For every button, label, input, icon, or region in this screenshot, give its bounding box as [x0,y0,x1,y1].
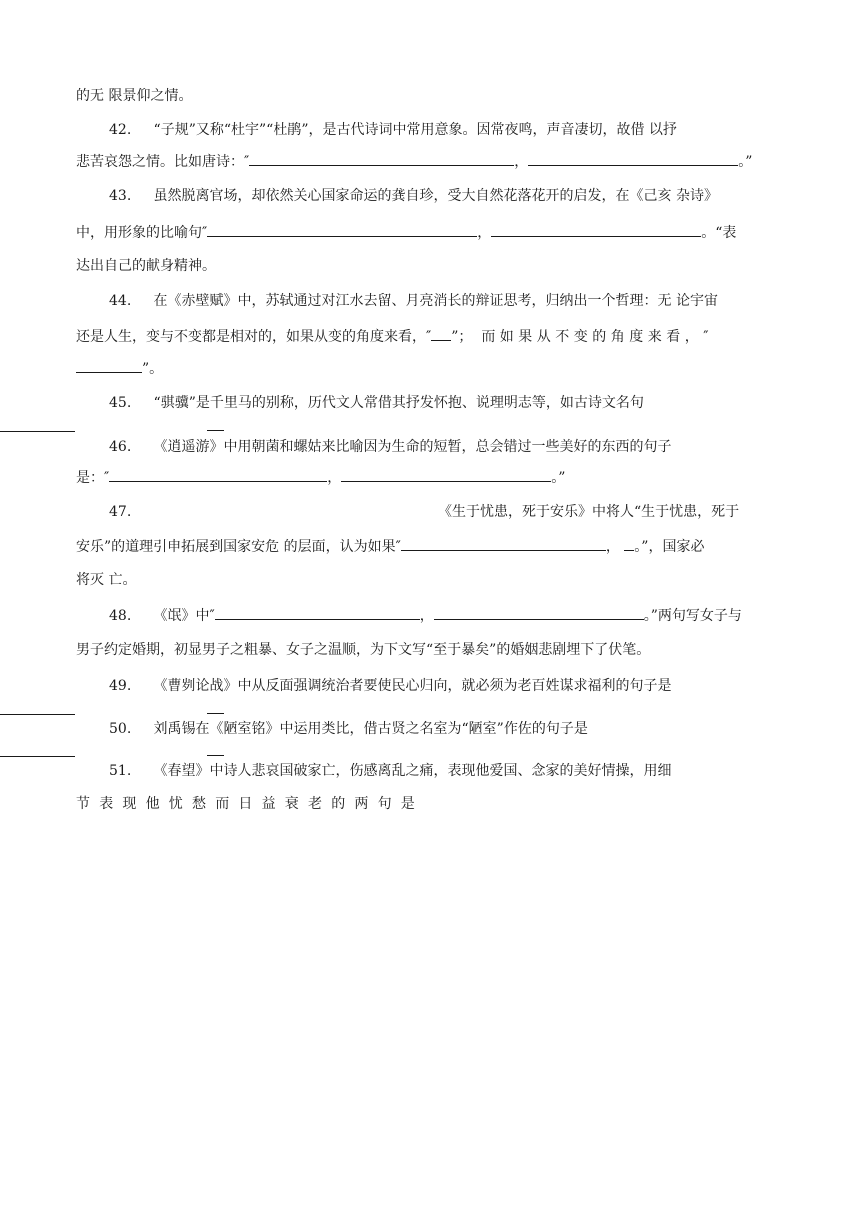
answer-blank-short[interactable] [207,755,224,756]
answer-blank-short[interactable] [207,430,224,431]
answer-blank-long[interactable] [0,756,75,757]
question-48-line-2: 男子约定婚期，初显男子之粗暴、女子之温顺，为下文写“至于暴矣”的婚姻悲剧埋下了伏笔。 [76,642,651,658]
question-47-line-3: 将灭 亡。 [76,572,137,588]
question-47-line-1: 《生于忧患，死于安乐》中将人“生于忧患，死于 [438,504,740,520]
question-text: 《春望》中诗人悲哀国破家亡，伤感离乱之痛，表现他爱国、念家的美好情操，用细 [153,763,672,779]
question-48-line-1: 48. 《氓》中″ ， 。”两句写女子与 [109,605,742,625]
paragraph-fragment: 的无 限景仰之情。 [76,88,193,104]
question-number: 48. [109,608,132,624]
question-text: 在《赤壁赋》中，苏轼通过对江水去留、月亮消长的辩证思考，归纳出一个哲理：无 论宇宙 [153,293,718,309]
question-43-line-1 [109,186,718,206]
question-42-line-2: 悲苦哀怨之情。比如唐诗：″ ， 。” [76,151,752,171]
answer-blank[interactable] [491,222,701,237]
question-45-line-1 [109,393,644,413]
question-51-line-2: 节表现他忧愁而日益衰老的两句是 [76,796,424,812]
answer-blank[interactable] [249,151,514,166]
question-number: 50. [109,721,132,737]
question-number: 43. [109,188,132,204]
answer-blank-long[interactable] [0,714,75,715]
question-44-line-2: 还是人生，变与不变都是相对的，如果从变的角度来看，″ ”； 而如果从不变的角度来看，″ [76,326,713,346]
question-number: 45. [109,395,132,411]
question-43-line-3: 达出自己的献身精神。 [76,258,216,274]
answer-blank[interactable] [109,467,327,482]
answer-blank[interactable] [341,467,551,482]
answer-blank[interactable] [528,151,738,166]
question-number: 46. [109,439,132,455]
question-44-line-3: ”。 [76,358,163,378]
question-number: 51. [109,763,132,779]
question-number: 44. [109,293,132,309]
question-50-line-1 [109,719,588,739]
question-43-line-2: 中，用形象的比喻句″ ， 。“表 [76,222,736,242]
question-text: “骐骥”是千里马的别称，历代文人常借其抒发怀抱、说理明志等，如古诗文名句 [153,395,644,411]
question-46-line-2: 是：″ ， 。” [76,467,565,487]
answer-blank[interactable] [76,358,142,373]
question-46-line-1 [109,437,672,457]
answer-blank[interactable] [215,605,420,620]
question-42-line-1 [109,120,677,140]
question-47-line-2: 安乐”的道理引申拓展到国家安危 的层面，认为如果″ ， 。”，国家必 [76,536,704,556]
answer-blank[interactable] [431,326,451,341]
question-text: 《逍遥游》中用朝菌和螺姑来比喻因为生命的短暂，总会错过一些美好的东西的句子 [153,439,672,455]
question-number: 49. [109,678,132,694]
answer-blank[interactable] [434,605,644,620]
question-text: “子规”又称“杜宇”“杜鹃”，是古代诗词中常用意象。因常夜鸣，声音凄切，故借 以抒 [153,122,677,138]
question-44-line-1 [109,291,718,311]
answer-blank-long[interactable] [0,431,75,432]
question-text: 刘禹锡在《陋室铭》中运用类比，借古贤之名室为“陋室”作佐的句子是 [153,721,588,737]
answer-blank[interactable] [401,536,606,551]
answer-blank[interactable] [207,222,477,237]
question-49-line-1 [109,676,672,696]
question-47-number: 47. [109,504,132,520]
answer-blank-short[interactable] [207,713,224,714]
answer-blank[interactable] [624,536,634,551]
question-text: 虽然脱离官场，却依然关心国家命运的龚自珍，受大自然花落花开的启发，在《己亥 杂诗》 [153,188,718,204]
question-number: 42. [109,122,132,138]
question-text: 《曹刿论战》中从反面强调统治者要使民心归向，就必须为老百姓谋求福利的句子是 [153,678,672,694]
question-51-line-1 [109,761,672,781]
